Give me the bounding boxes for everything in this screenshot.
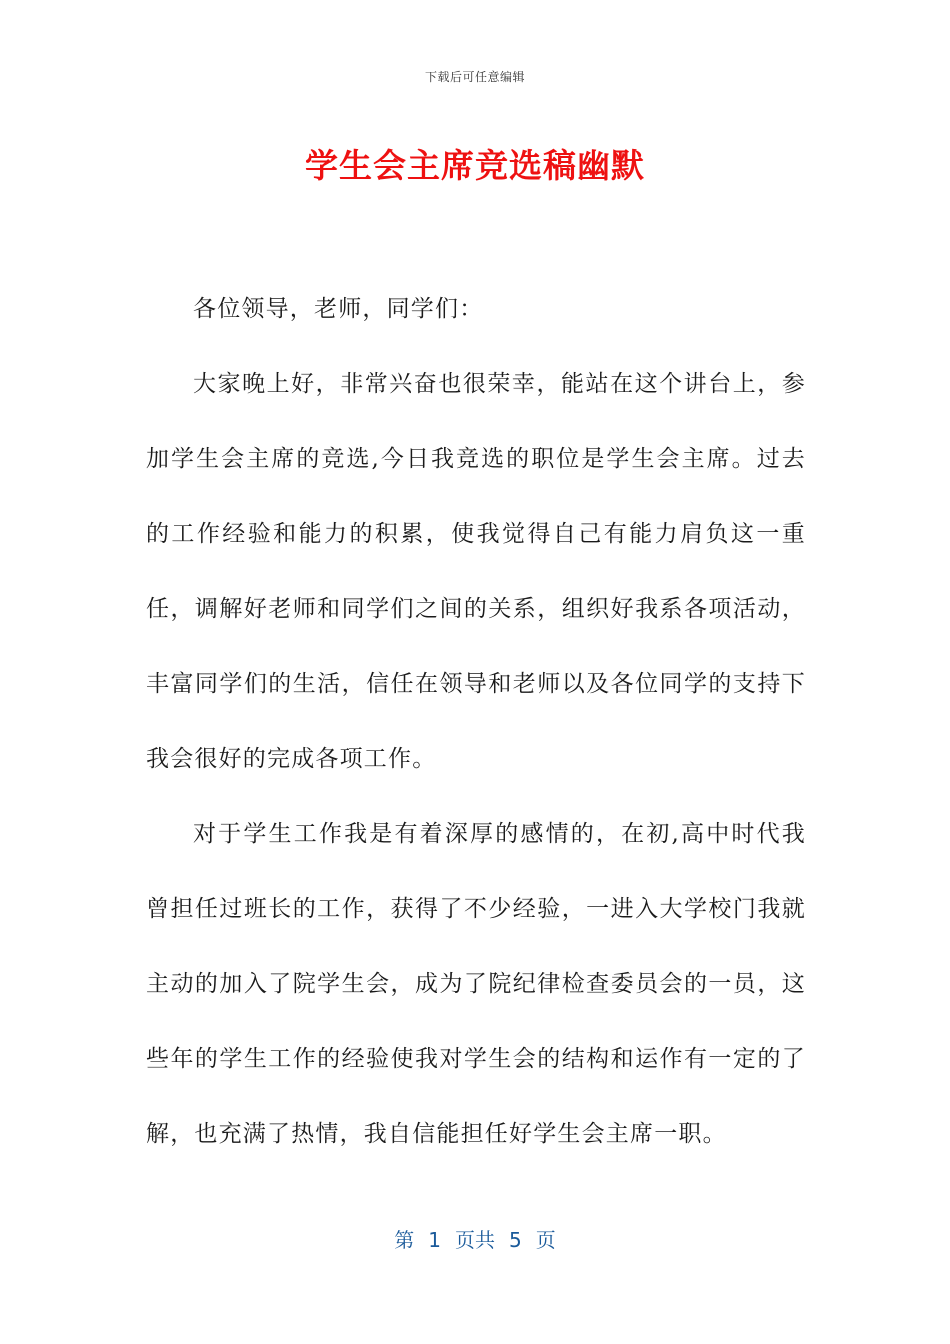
- page-suffix: 页: [535, 1228, 556, 1252]
- header-note: 下载后可任意编辑: [424, 70, 525, 84]
- document-title: 学生会主席竞选稿幽默: [305, 146, 645, 185]
- paragraph: 对于学生工作我是有着深厚的感情的，在初,高中时代我曾担任过班长的工作，获得了不少经验，一进入大学校门我就主动的加入了院学生会，成为了院纪律检查委员会的一员，这些年的学生工作的经验使我对学生会的结构和运作有一定的了解，也充满了热情，我自信能担任好学生会主席一职。: [146, 821, 806, 1147]
- page-prefix: 第: [394, 1228, 415, 1252]
- current-page-number: 1: [428, 1228, 441, 1252]
- document-body: [146, 272, 806, 1172]
- total-pages-number: 5: [509, 1228, 522, 1252]
- page-mid: 页共: [455, 1228, 495, 1252]
- page-footer: [0, 1224, 950, 1253]
- paragraph: 大家晚上好，非常兴奋也很荣幸，能站在这个讲台上，参加学生会主席的竞选,今日我竞选的职位是学生会主席。过去的工作经验和能力的积累，使我觉得自己有能力肩负这一重任，调解好老师和同学们之间的关系，组织好我系各项活动，丰富同学们的生活，信任在领导和老师以及各位同学的支持下我会很好的完成各项工作。: [146, 371, 806, 772]
- paragraph-greeting: 各位领导，老师，同学们：: [193, 296, 484, 322]
